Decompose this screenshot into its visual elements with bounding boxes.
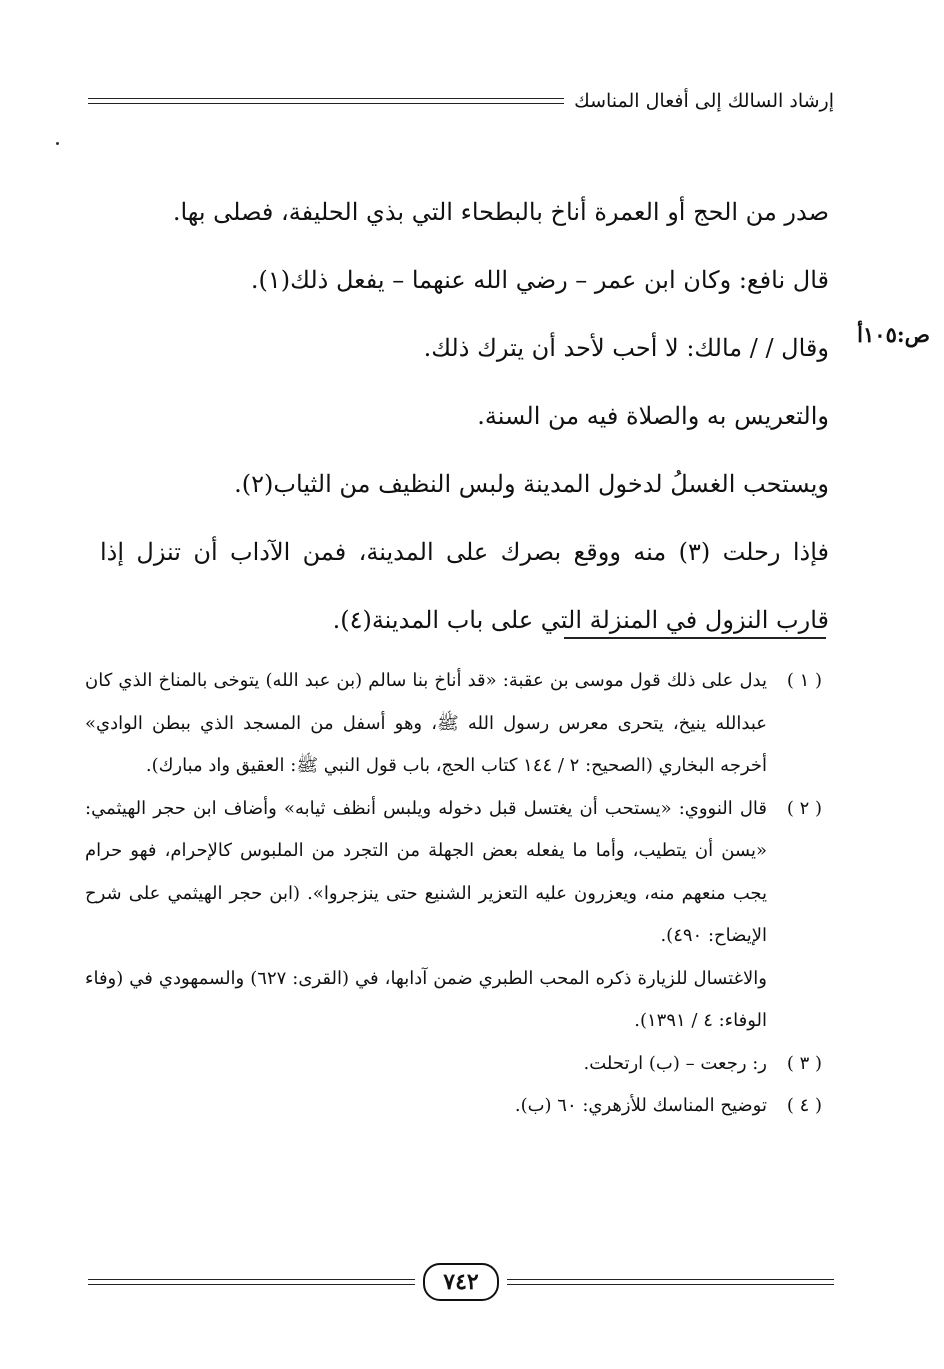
paragraph: ويستحب الغسلُ لدخول المدينة ولبس النظيف من الثياب(٢). <box>234 470 829 498</box>
footnote <box>85 660 822 788</box>
footnote-text: يدل على ذلك قول موسى بن عقبة: «قد أناخ بنا سالم (بن عبد الله) يتوخى بالمناخ الذي كان عبدالله ينيخ، يتحرى معرس رسول الله ﷺ، وهو أسفل من المسجد الذي ببطن الوادي» أخرجه البخاري (الصحيح: ٢ / ١٤٤ كتاب الحج، باب قول النبي ﷺ: العقيق واد مبارك). <box>85 670 767 776</box>
footnote-number: ( ١ ) <box>786 670 822 691</box>
header-rule <box>88 98 564 104</box>
footnote <box>85 1085 822 1128</box>
footnote <box>85 1043 822 1086</box>
footnote-number: ( ٢ ) <box>786 797 822 819</box>
margin-note: ص:١٠٥أ <box>857 322 930 347</box>
main-text <box>100 178 829 654</box>
footnote-continuation: والاغتسال للزيارة ذكره المحب الطبري ضمن آدابها، في (القرى: ٦٢٧) والسمهودي في (وفاء الوفاء: ٤ / ١٣٩١). <box>85 967 767 1031</box>
paragraph: صدر من الحج أو العمرة أناخ بالبطحاء التي بذي الحليفة، فصلى بها. <box>172 198 829 226</box>
running-title: إرشاد السالك إلى أفعال المناسك <box>574 90 834 112</box>
footnote-text: قال النووي: «يستحب أن يغتسل قبل دخوله ويلبس أنظف ثيابه» وأضاف ابن حجر الهيثمي: «يسن أن يتطيب، وأما ما يفعله بعض الجهلة من التجرد من الملبوس كالإحرام، فهو حرام يجب منعهم منه، ويعزرون عليه التعزير الشنيع حتى ينزجروا». (ابن حجر الهيثمي على شرح الإيضاح: ٤٩٠). <box>85 797 767 946</box>
footnote-text: توضيح المناسك للأزهري: ٦٠ (ب). <box>514 1095 767 1116</box>
footnote-separator <box>564 637 826 639</box>
page-footer <box>88 1262 834 1302</box>
paragraph: فإذا رحلت (٣) منه ووقع بصرك على المدينة، فمن الآداب أن تنزل إذا قارب النزول في المنزلة التي على باب المدينة(٤). <box>100 538 830 634</box>
footnotes <box>85 660 822 1128</box>
footer-rule-right <box>507 1279 834 1285</box>
page-number: ٧٤٢ <box>423 1263 498 1301</box>
footer-rule-left <box>88 1279 415 1285</box>
paragraph: والتعريس به والصلاة فيه من السنة. <box>477 402 829 430</box>
running-header <box>88 86 834 116</box>
footnote-number: ( ٤ ) <box>786 1095 822 1116</box>
footnote <box>85 788 822 958</box>
paragraph: وقال / / مالك: لا أحب لأحد أن يترك ذلك. <box>423 334 829 362</box>
footnote-number: ( ٣ ) <box>786 1052 822 1074</box>
stray-dot <box>56 142 59 145</box>
paragraph: قال نافع: وكان ابن عمر – رضي الله عنهما – يفعل ذلك(١). <box>250 266 829 294</box>
footnote-text: ر: رجعت – (ب) ارتحلت. <box>583 1052 767 1074</box>
